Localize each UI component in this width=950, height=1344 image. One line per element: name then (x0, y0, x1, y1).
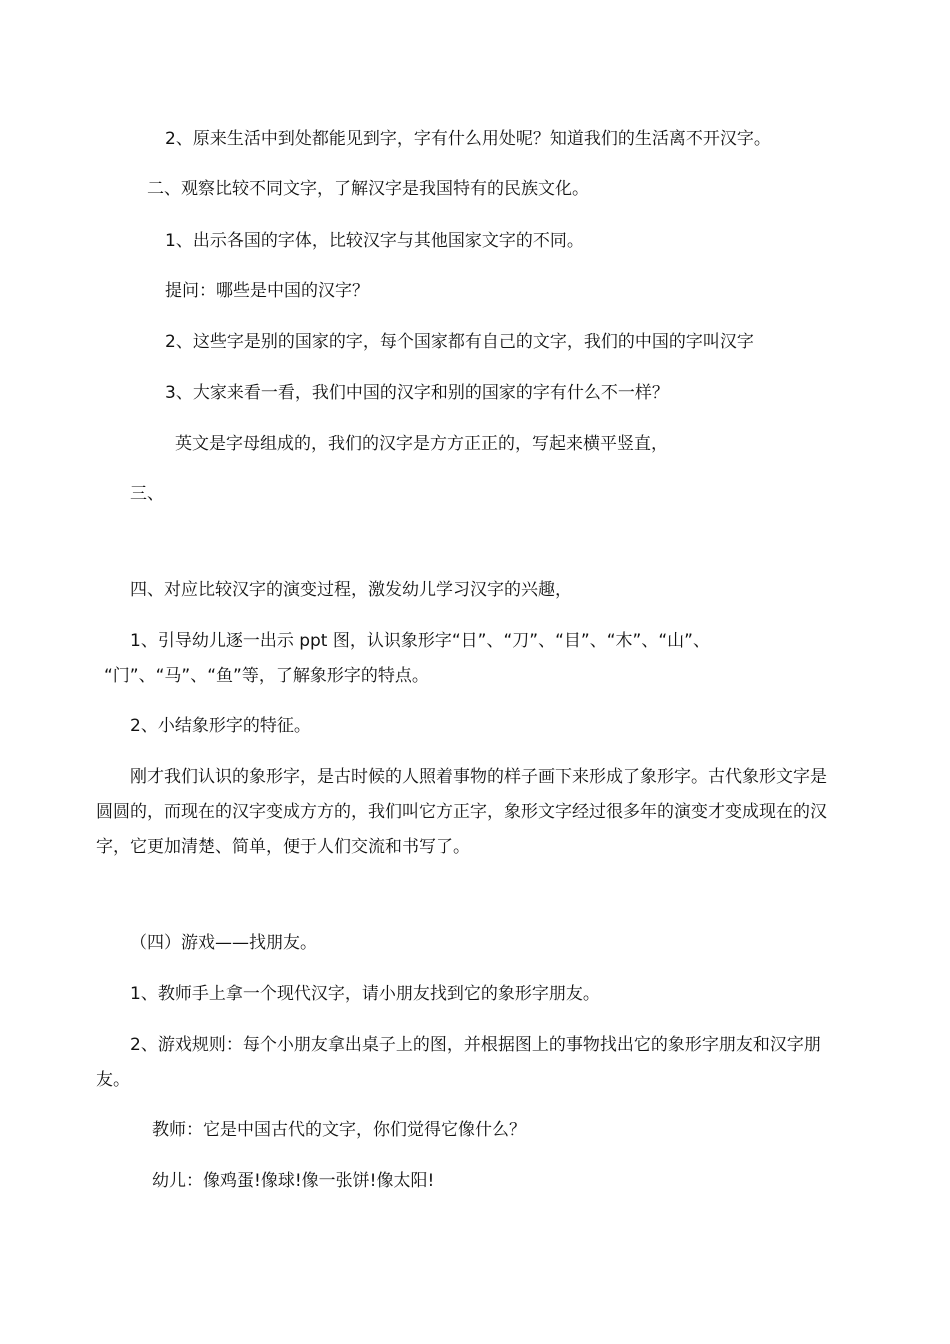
paragraph-line: 字，它更加清楚、简单，便于人们交流和书写了。 (96, 837, 470, 857)
paragraph: 2、小结象形字的特征。 (130, 716, 311, 736)
section-heading: 四、对应比较汉字的演变过程，激发幼儿学习汉字的兴趣， (130, 580, 572, 600)
section-heading: 二、观察比较不同文字，了解汉字是我国特有的民族文化。 (147, 179, 589, 199)
paragraph-line: 2、游戏规则：每个小朋友拿出桌子上的图，并根据图上的事物找出它的象形字朋友和汉字朋 (130, 1035, 821, 1055)
paragraph: 提问：哪些是中国的汉字？ (165, 281, 369, 301)
paragraph: 1、出示各国的字体，比较汉字与其他国家文字的不同。 (165, 231, 584, 251)
paragraph: 2、这些字是别的国家的字，每个国家都有自己的文字，我们的中国的字叫汉字 (165, 332, 754, 352)
paragraph: 英文是字母组成的，我们的汉字是方方正正的，写起来横平竖直， (175, 434, 668, 454)
paragraph-line: 刚才我们认识的象形字，是古时候的人照着事物的样子画下来形成了象形字。古代象形文字是 (130, 767, 827, 787)
paragraph-line: “门”、“马”、“鱼”等，了解象形字的特点。 (104, 666, 429, 686)
paragraph: 1、教师手上拿一个现代汉字，请小朋友找到它的象形字朋友。 (130, 984, 600, 1004)
paragraph-line: 友。 (96, 1070, 130, 1090)
section-heading: （四）游戏——找朋友。 (130, 933, 317, 953)
paragraph: 2、原来生活中到处都能见到字，字有什么用处呢？知道我们的生活离不开汉字。 (165, 129, 771, 149)
section-heading: 三、 (130, 484, 164, 504)
paragraph-line: 圆圆的，而现在的汉字变成方方的，我们叫它方正字，象形文字经过很多年的演变才变成现在的汉 (96, 802, 827, 822)
dialogue-line: 教师：它是中国古代的文字，你们觉得它像什么？ (152, 1120, 526, 1140)
dialogue-line: 幼儿：像鸡蛋!像球!像一张饼!像太阳! (152, 1171, 435, 1191)
paragraph: 3、大家来看一看，我们中国的汉字和别的国家的字有什么不一样？ (165, 383, 669, 403)
paragraph-line: 1、引导幼儿逐一出示 ppt 图，认识象形字“日”、“刀”、“目”、“木”、“山”、 (130, 631, 710, 651)
